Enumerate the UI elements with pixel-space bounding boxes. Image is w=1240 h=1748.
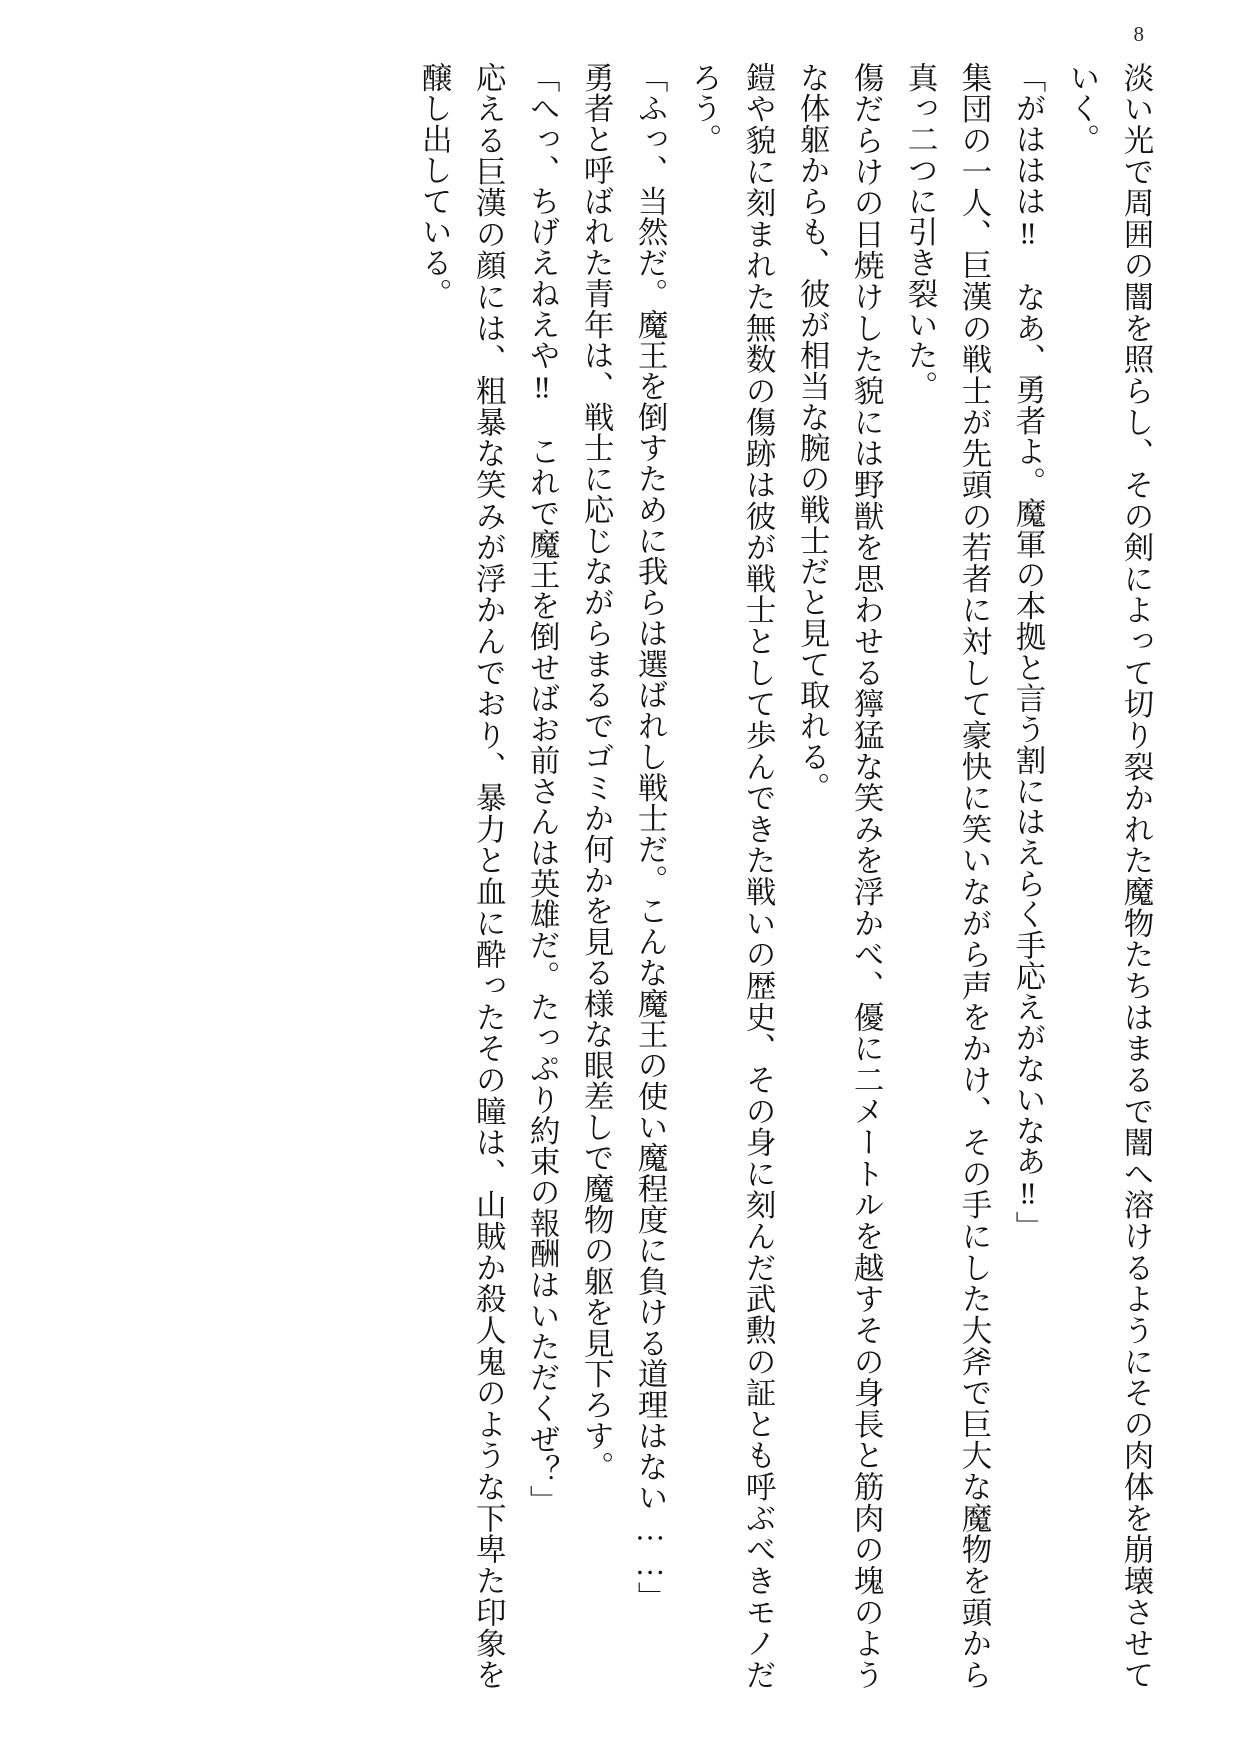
paragraph: 「がははは‼ なあ、勇者よ。魔軍の本拠と言う割にはえらく手応えがないなあ‼」	[1011, 62, 1046, 1242]
paragraph: 集団の一人、巨漢の戦士が先頭の若者に対して豪快に笑いながら声をかけ、その手にした大斧で巨大な魔物を頭から真っ二つに引き裂いた。	[903, 62, 992, 1690]
paragraph: 「へっ、ちげえねえや‼ これで魔王を倒せばお前さんは英雄だ。たっぷり約束の報酬はいただくぜ？」	[525, 62, 560, 1517]
paragraph: 傷だらけの日焼けした貌には野獣を思わせる獰猛な笑みを浮かべ、優に二メートルを越すその身長と筋肉の塊のような体躯からも、彼が相当な腕の戦士だと見て取れる。	[795, 62, 884, 1690]
body-text	[96, 62, 1162, 1690]
paragraph: 「ふっ、当然だ。魔王を倒すために我らは選ばれし戦士だ。こんな魔王の使い魔程度に負ける道理はない……」	[633, 62, 668, 1613]
paragraph: 鎧や貌に刻まれた無数の傷跡は彼が戦士として歩んできた戦いの歴史、その身に刻んだ武勲の証とも呼ぶべきモノだろう。	[687, 62, 776, 1690]
paragraph: 応える巨漢の顔には、粗暴な笑みが浮かんでおり、暴力と血に酔ったその瞳は、山賊か殺人鬼のような下卑た印象を醸し出している。	[417, 62, 506, 1690]
paragraph: 勇者と呼ばれた青年は、戦士に応じながらまるでゴミか何かを見る様な眼差しで魔物の躯を見下ろす。	[579, 62, 614, 1482]
paragraph: 淡い光で周囲の闇を照らし、その剣によって切り裂かれた魔物たちはまるで闇へ溶けるようにその肉体を崩壊させていく。	[1065, 62, 1153, 1690]
page-number: 8	[1133, 22, 1144, 46]
